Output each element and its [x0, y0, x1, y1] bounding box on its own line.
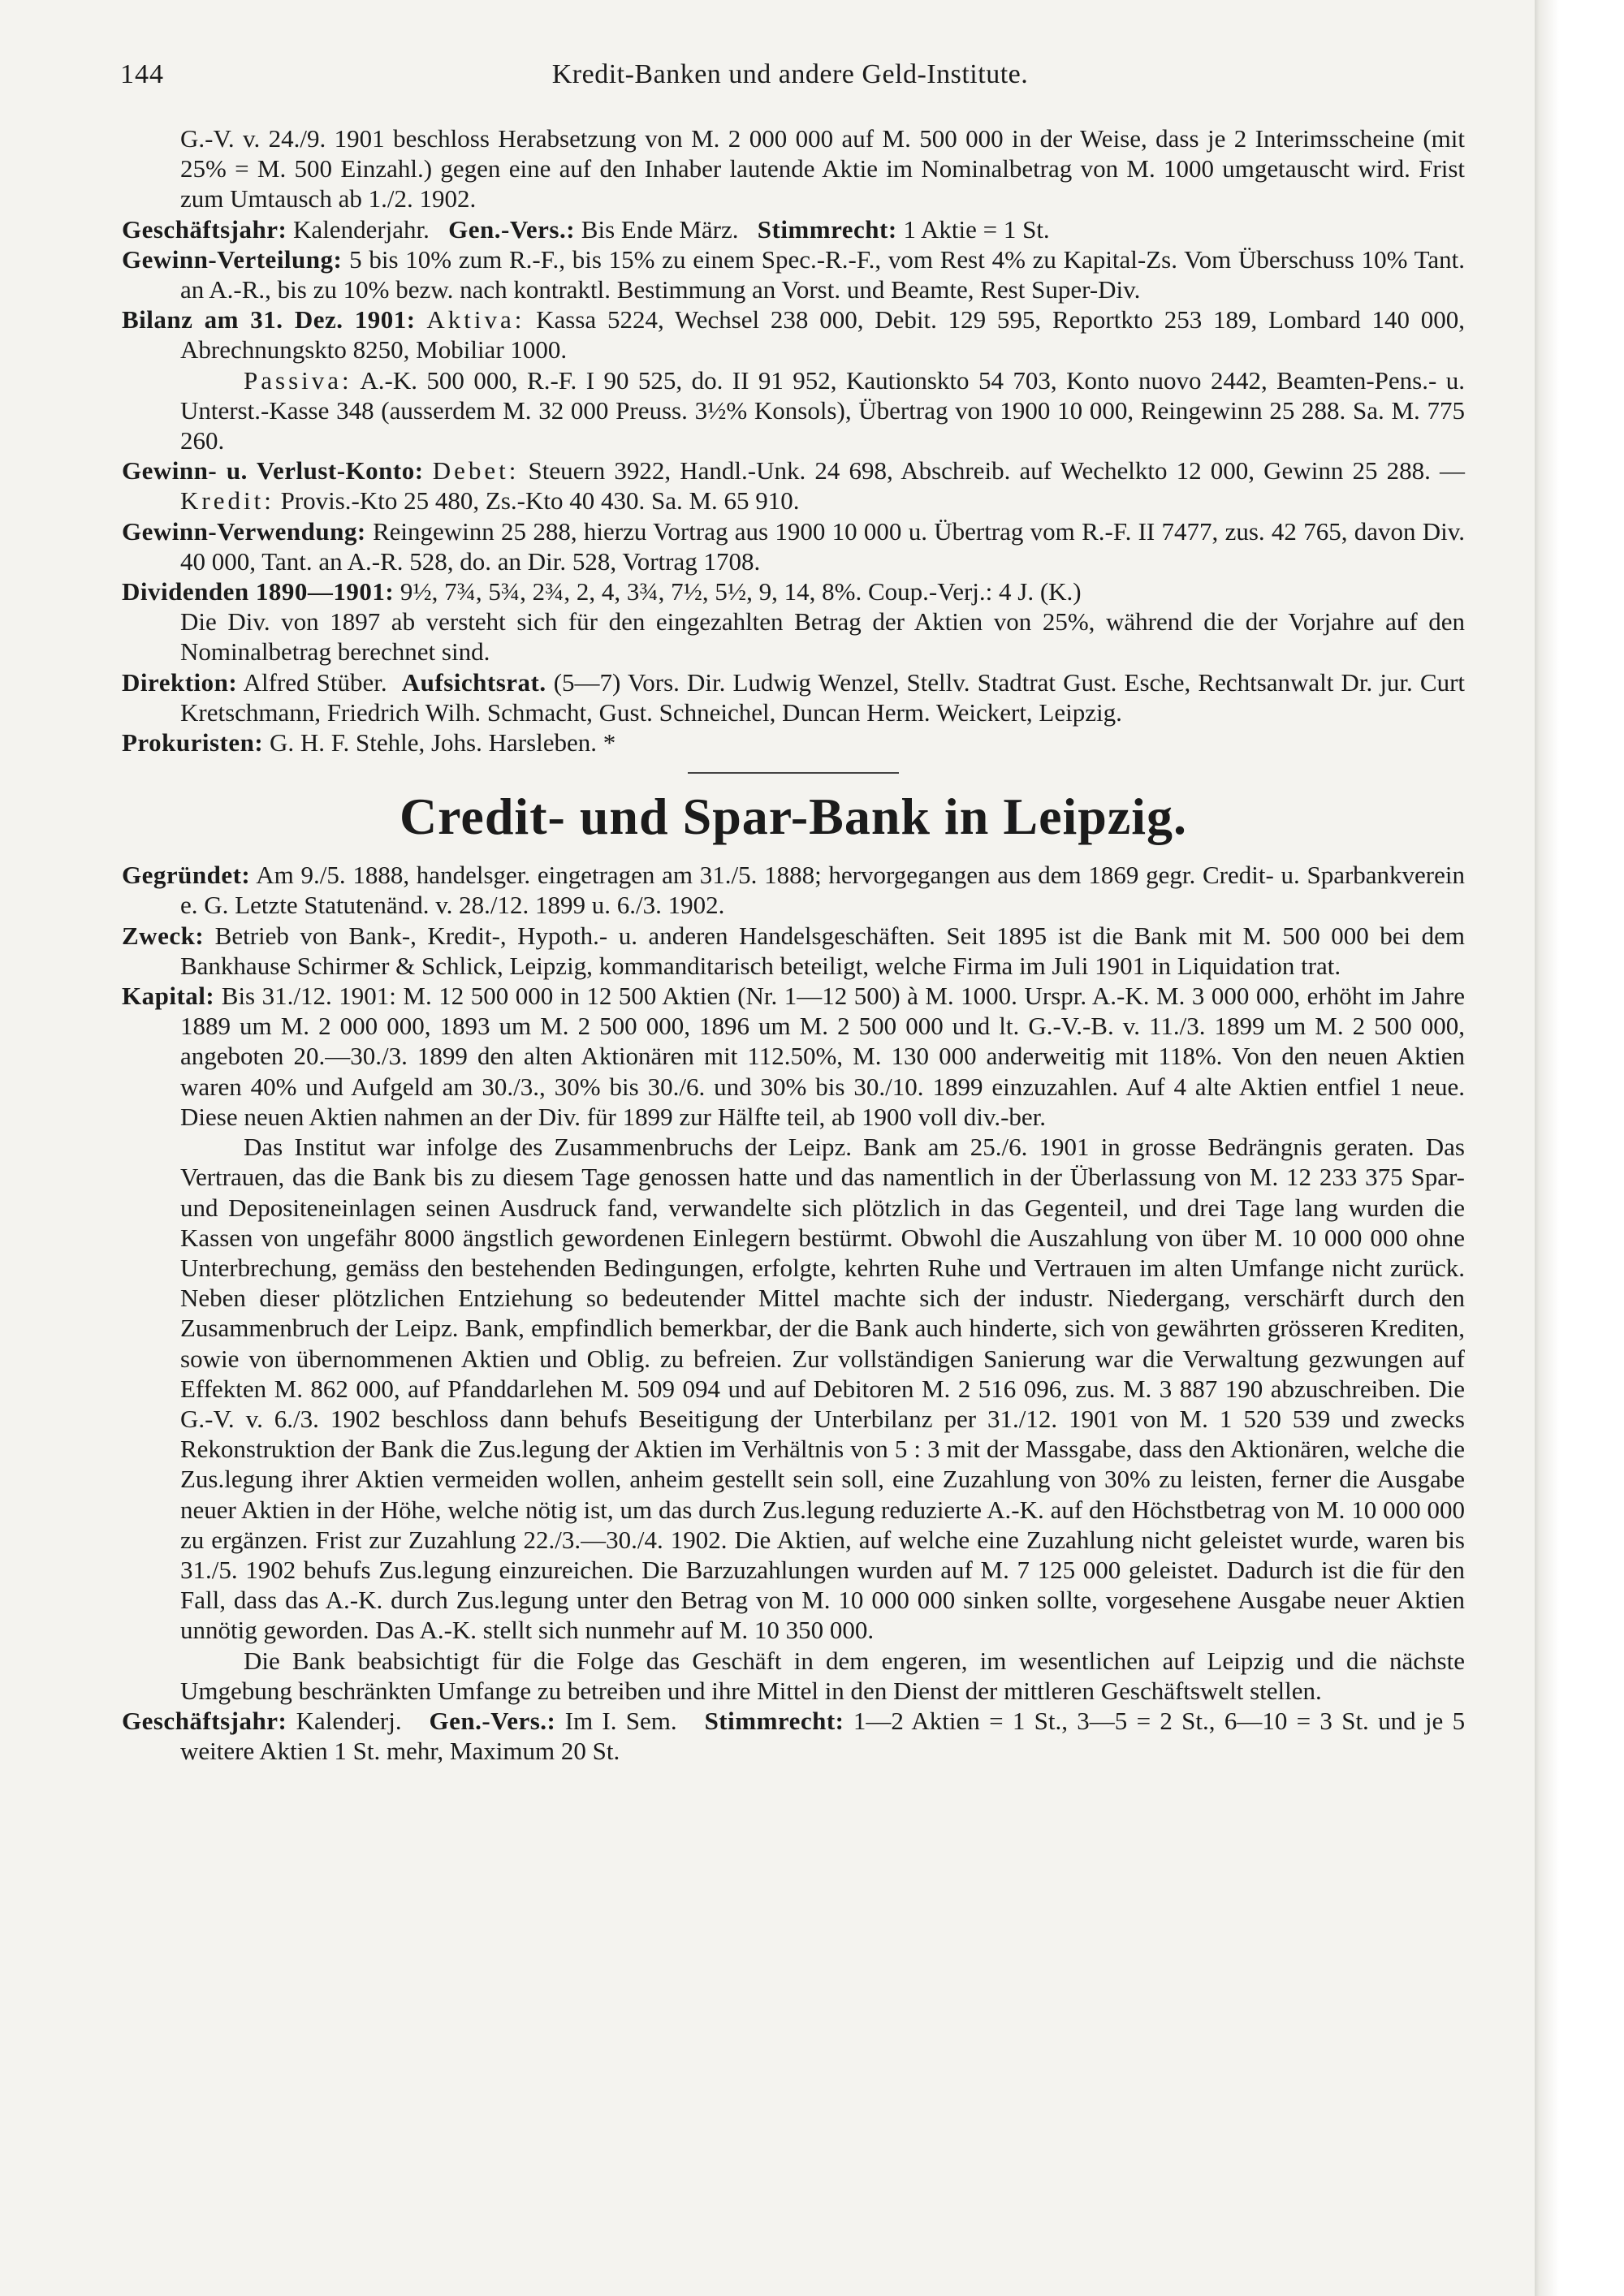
value-kredit: Provis.-Kto 25 480, Zs.-Kto 40 430. Sa. M. 65 910.: [280, 486, 800, 516]
page-number: 144: [120, 59, 164, 89]
value-debet: Steuern 3922, Handl.-Unk. 24 698, Abschreib. auf Wechelkto 12 000, Gewinn 25 288. —: [528, 456, 1466, 486]
institute-history-paragraph: Das Institut war infolge des Zusammenbruchs der Leipz. Bank am 25./6. 1901 in grosse Bedrängnis geraten. Das Vertrauen, das die Bank bis zu diesem Tage genossen hatte und das namentlich in der Überlassung von M. 12 233 375 Spar- und Depositeneinlagen seinen Ausdruck fand, verwandelte sich plötzlich in das Gegenteil, und drei Tage lang wurden die Kassen von ungefähr 8000 ängstlich gewordenen Einlegern bestürmt. Obwohl die Auszahlung von über M. 10 000 000 ohne Unterbrechung, gemäss den bestehenden Bedingungen, erfolgte, kehrten Ruhe und Vertrauen im alten Umfange nicht zurück. Neben dieser plötzlichen Entziehung so bedeutender Mittel machte sich der industr. Niedergang, verschärft durch den Zusammenbruch der Leipz. Bank, empfindlich bemerkbar, der die Bank auch hinderte, sich von gewährten grösseren Krediten, sowie von übernommenen Aktien und Oblig. zu befreien. Zur vollständigen Sanierung war die Verwaltung gezwungen auf Effekten M. 862 000, auf Pfanddarlehen M. 509 094 und auf Debitoren M. 2 516 096, zus. M. 3 887 190 abzuschreiben. Die G.-V. v. 6./3. 1902 beschloss dann behufs Beseitigung der Unterbilanz per 31./12. 1901 von M. 1 520 539 und zwecks Rekonstruktion der Bank die Zus.legung der Aktien im Verhältnis von 5 : 3 mit der Massgabe, dass den Aktionären, welche die Zus.legung ihrer Aktien vermeiden wollen, anheim gestellt sein soll, eine Zuzahlung von 30% zu leisten, ferner die Ausgabe neuer Aktien in der Höhe, welche nötig ist, um das durch Zus.legung reduzierte A.-K. auf den Höchstbetrag von M. 10 000 000 zu ergänzen. Frist zur Zuzahlung 22./3.—30./4. 1902. Die Aktien, auf welche eine Zuzahlung nicht geleistet wurde, waren bis 31./5. 1902 behufs Zus.legung einzureichen. Die Barzuzahlungen wurden auf M. 7 125 000 geleistet. Dadurch ist die für den Fall, dass das A.-K. durch Zus.legung unter den Betrag von M. 10 000 000 sinken sollte, vorgesehene Ausgabe neuer Aktien unnötig geworden. Das A.-K. stellt sich nunmehr auf M. 10 350 000.: [180, 1133, 1465, 1645]
value-aktiva: Kassa 5224, Wechsel 238 000, Debit. 129 595, Reportkto 253 189, Lombard 140 000, Abrechnungskto 8250, Mobiliar 1000.: [180, 305, 1465, 365]
value-zweck: Betrieb von Bank-, Kredit-, Hypoth.- u. anderen Handelsgeschäften. Seit 1895 ist die Bank mit M. 500 000 bei dem Bankhause Schirmer & Schlick, Leipzig, kommanditarisch beteiligt, welche Firma im Juli 1901 in Liquidation trat.: [180, 921, 1465, 980]
capital-entry: [122, 981, 1465, 1132]
label-gen-vers-2: Gen.-Vers.:: [429, 1706, 556, 1735]
label-stimmrecht: Stimmrecht:: [757, 214, 897, 244]
running-header: [120, 50, 1460, 99]
label-geschaeftsjahr-2: Geschäftsjahr:: [122, 1706, 287, 1735]
gv-resolution-paragraph: G.-V. v. 24./9. 1901 beschloss Herabsetzung von M. 2 000 000 auf M. 500 000 in der Weise, dass je 2 Interimsscheine (mit 25% = M. 500 Einzahl.) gegen eine auf den Inhaber lautende Aktie im Nominalbetrag von M. 1000 umgetauscht wird. Frist zum Umtausch ab 1./2. 1902.: [180, 124, 1465, 214]
value-kapital: Bis 31./12. 1901: M. 12 500 000 in 12 500 Aktien (Nr. 1—12 500) à M. 1000. Urspr. A.-K. M. 3 000 000, erhöht im Jahre 1889 um M. 2 000 000, 1893 um M. 2 500 000, 1896 um M. 2 500 000 und lt. G.-V.-B. v. 11./3. 1899 um M. 2 500 000, angeboten 20.—30./3. 1899 den alten Aktionären mit 112.50%, M. 130 000 anderweitig mit 118%. Von den neuen Aktien waren 40% und Aufgeld am 30./3., 30% bis 30./6. und 30% bis 30./10. 1899 einzuzahlen. Auf 4 alte Aktien entfiel 1 neue. Diese neuen Aktien nahmen an der Div. für 1899 zur Hälfte teil, ab 1900 voll div.-ber.: [180, 982, 1466, 1131]
word-kredit: Kredit:: [180, 486, 274, 516]
label-gegruendet: Gegründet:: [122, 861, 251, 890]
purpose-entry: [122, 921, 1465, 981]
word-debet: Debet:: [432, 456, 520, 486]
value-stimmrecht: 1 Aktie = 1 St.: [903, 214, 1050, 244]
section-divider: [688, 772, 899, 774]
balance-sheet-entry: [122, 304, 1465, 365]
value-aufsichtsrat: (5—7) Vors. Dir. Ludwig Wenzel, Stellv. Stadtrat Gust. Esche, Rechtsanwalt Dr. jur. Curt Kretschmann, Friedrich Wilh. Schmacht, Gust. Schneichel, Duncan Herm. Weickert, Leipzig.: [180, 667, 1466, 727]
profit-distribution-entry: [122, 244, 1465, 304]
word-aktiva: Aktiva:: [426, 305, 525, 334]
running-title: Kredit-Banken und andere Geld-Institute.: [551, 59, 1029, 89]
label-gen-vers: Gen.-Vers.:: [448, 214, 576, 244]
bank-intent-paragraph: Die Bank beabsichtigt für die Folge das Geschäft in dem engeren, im wesentlichen auf Leipzig und die nächste Umgebung beschränkten Umfange zu betreiben und ihre Mittel in den Dienst der mittleren Geschäftswelt stellen.: [180, 1646, 1465, 1705]
procurators-entry: [122, 727, 1465, 757]
value-gegruendet: Am 9./5. 1888, handelsger. eingetragen am 31./5. 1888; hervorgegangen aus dem 1869 gegr. Credit- u. Sparbankverein e. G. Letzte Statutenänd. v. 28./12. 1899 u. 6./3. 1902.: [180, 861, 1465, 920]
section-title: Credit- und Spar-Bank in Leipzig.: [399, 788, 1188, 846]
label-gewinn-verwendung: Gewinn-Verwendung:: [122, 516, 366, 546]
value-prokuristen: G. H. F. Stehle, Johs. Harsleben. *: [269, 728, 616, 757]
label-aufsichtsrat: Aufsichtsrat.: [401, 667, 546, 697]
value-geschaeftsjahr: Kalenderjahr.: [293, 214, 430, 244]
page-gutter: [1535, 0, 1624, 2296]
value-gewinn-verwendung: Reingewinn 25 288, hierzu Vortrag aus 1900 10 000 u. Übertrag vom R.-F. II 7477, zus. 42 765, davon Div. 40 000, Tant. an A.-R. 528, do. an Dir. 528, Vortrag 1708.: [180, 516, 1466, 576]
value-direktion: Alfred Stüber.: [243, 667, 387, 697]
label-bilanz: Bilanz am 31. Dez. 1901:: [122, 305, 416, 334]
label-gewinn-verteilung: Gewinn-Verteilung:: [122, 244, 343, 274]
text-column: [122, 123, 1465, 1766]
label-prokuristen: Prokuristen:: [122, 728, 264, 757]
word-passiva: Passiva:: [244, 365, 352, 395]
value-gewinn-verteilung: 5 bis 10% zum R.-F., bis 15% zu einem Spec.-R.-F., vom Rest 4% zu Kapital-Zs. Vom Überschuss 10% Tant. an A.-R., bis zu 10% bezw. nach kontraktl. Bestimmung an Vorst. und Beamte, Rest Super-Div.: [180, 244, 1466, 304]
business-year-line-2: [122, 1706, 1465, 1766]
value-gen-vers-2: Im I. Sem.: [564, 1706, 677, 1735]
founded-entry: [122, 860, 1465, 920]
label-zweck: Zweck:: [122, 921, 205, 950]
label-geschaeftsjahr: Geschäftsjahr:: [122, 214, 287, 244]
value-dividenden: 9½, 7¾, 5¾, 2¾, 2, 4, 3¾, 7½, 5½, 9, 14, 8%. Coup.-Verj.: 4 J. (K.): [400, 577, 1082, 606]
dividends-note: Die Div. von 1897 ab versteht sich für den eingezahlten Betrag der Aktien von 25%, während die der Vorjahre auf den Nominalbetrag berechnet sind.: [180, 607, 1465, 667]
value-stimmrecht-2: 1—2 Aktien = 1 St., 3—5 = 2 St., 6—10 = 3 St. und je 5 weitere Aktien 1 St. mehr, Maximum 20 St.: [180, 1706, 1466, 1766]
profit-loss-entry: [122, 455, 1465, 516]
management-entry: [122, 667, 1465, 727]
label-gewinn-verlust: Gewinn- u. Verlust-Konto:: [122, 456, 424, 486]
profit-use-entry: [122, 516, 1465, 576]
business-year-line: [122, 214, 1465, 244]
label-dividenden: Dividenden 1890—1901:: [122, 577, 395, 606]
label-stimmrecht-2: Stimmrecht:: [704, 1706, 844, 1735]
label-direktion: Direktion:: [122, 667, 238, 697]
value-passiva: A.-K. 500 000, R.-F. I 90 525, do. II 91 952, Kautionskto 54 703, Konto nuovo 2442, Beamten-Pens.- u. Unterst.-Kasse 348 (ausserdem M. 32 000 Preuss. 3½% Konsols), Übertrag von 1900 10 000, Reingewinn 25 288. Sa. M. 775 260.: [180, 365, 1465, 455]
dividends-entry: [122, 576, 1465, 606]
label-kapital: Kapital:: [122, 982, 215, 1011]
value-gen-vers: Bis Ende März.: [581, 214, 739, 244]
passiva-paragraph: [122, 365, 1465, 456]
value-geschaeftsjahr-2: Kalenderj.: [296, 1706, 402, 1735]
